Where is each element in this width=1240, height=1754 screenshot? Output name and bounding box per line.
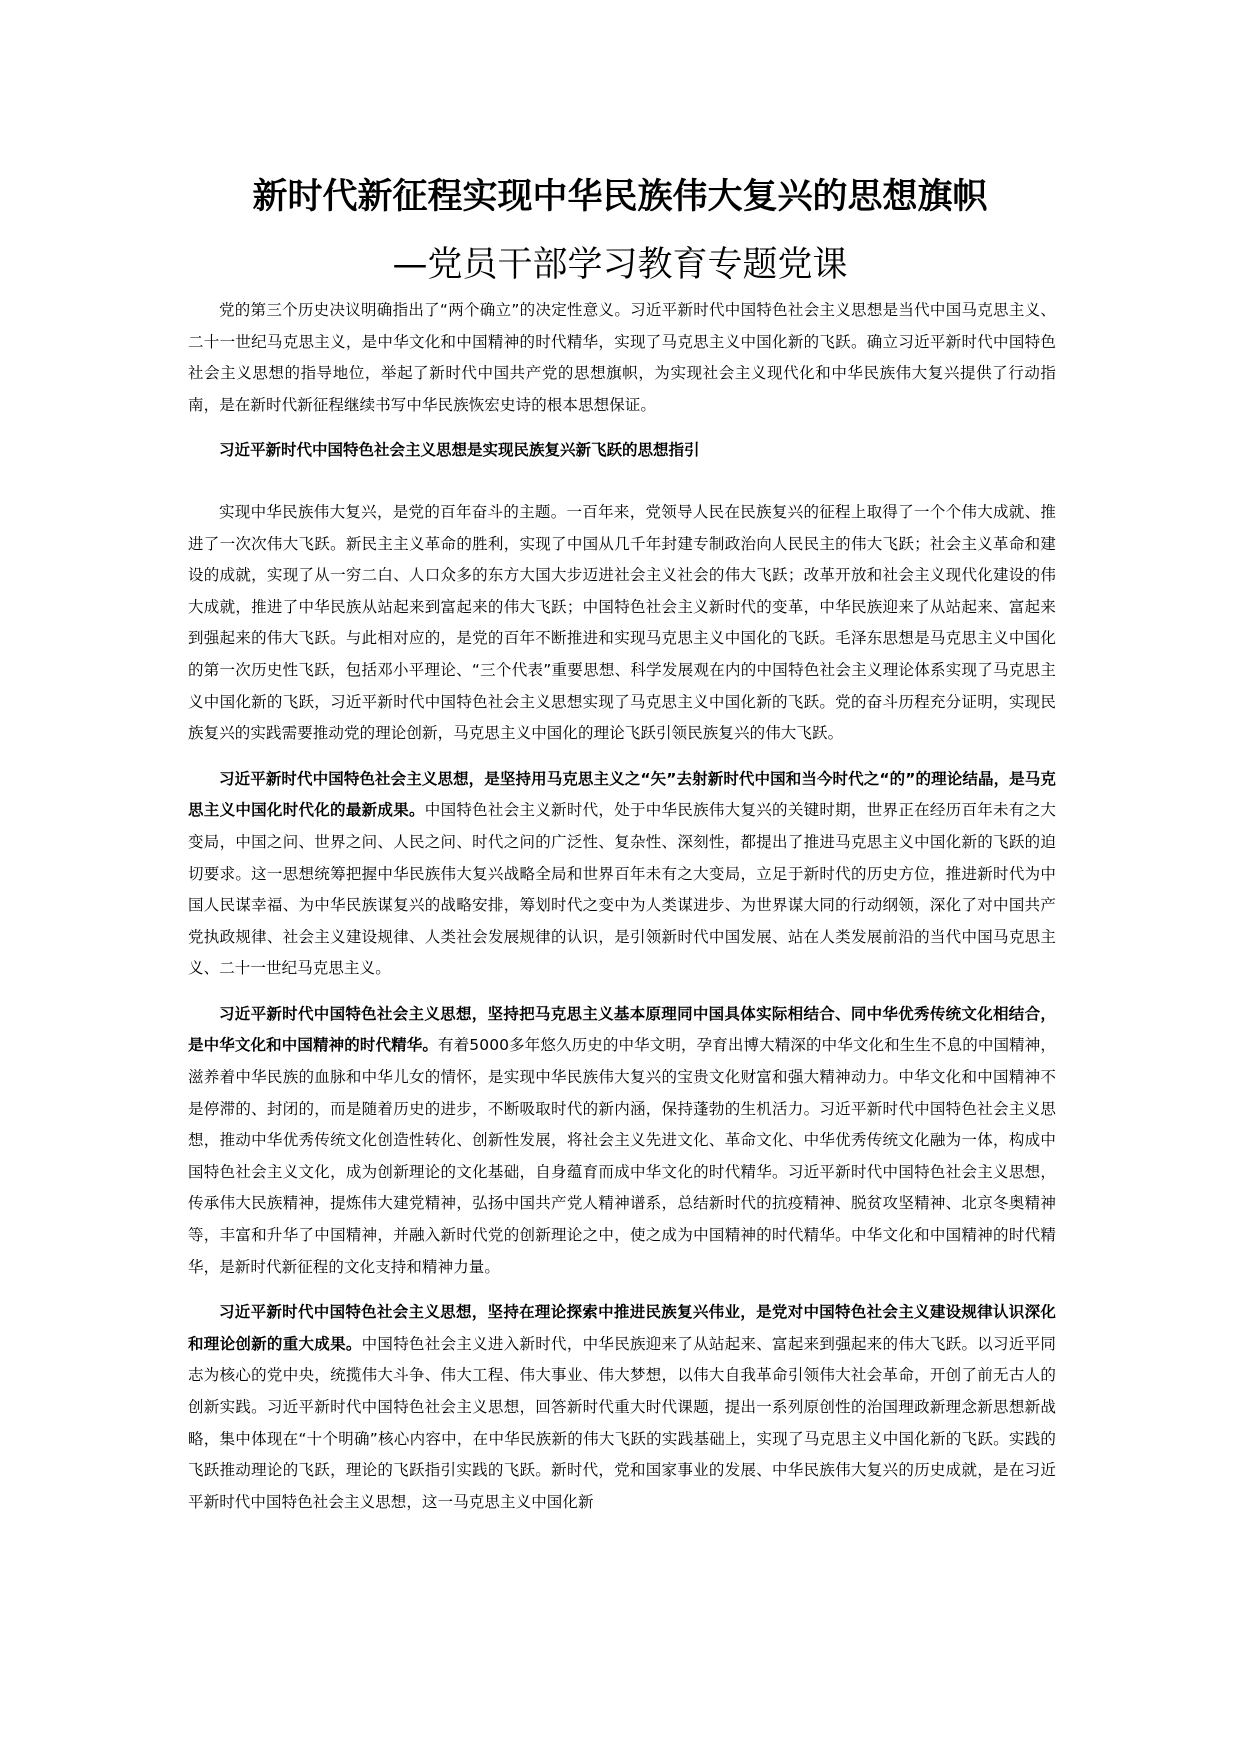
paragraph-4-text: 中国特色社会主义进入新时代，中华民族迎来了从站起来、富起来到强起来的伟大飞跃。以习近平同志为核心的党中央，统揽伟大斗争、伟大工程、伟大事业、伟大梦想，以伟大自我革命引领伟大社会革命，开创了前无古人的创新实践。习近平新时代中国特色社会主义思想，回答新时代重大时代课题，提出一系列原创性的治国理政新理念新思想新战略，集中体现在“十个明确”核心内容中，在中华民族新的伟大飞跃的实践基础上，实现了马克思主义中国化新的飞跃。实践的飞跃推动理论的飞跃，理论的飞跃指引实践的飞跃。新时代，党和国家事业的发展、中华民族伟大复兴的历史成就，是在习近平新时代中国特色社会主义思想，这一马克思主义中国化新 bbox=[188, 1334, 1056, 1511]
paragraph-2 bbox=[188, 764, 1056, 985]
paragraph-3 bbox=[188, 999, 1056, 1283]
document-body bbox=[188, 295, 1056, 1532]
intro-paragraph: 党的第三个历史决议明确指出了“两个确立”的决定性意义。习近平新时代中国特色社会主义思想是当代中国马克思主义、二十一世纪马克思主义，是中华文化和中国精神的时代精华，实现了马克思主义中国化新的飞跃。确立习近平新时代中国特色社会主义思想的指导地位，举起了新时代中国共产党的思想旗帜，为实现社会主义现代化和中华民族伟大复兴提供了行动指南，是在新时代新征程继续书写中华民族恢宏史诗的根本思想保证。 bbox=[188, 301, 1056, 414]
paragraph-3-text: 有着5000多年悠久历史的中华文明，孕育出博大精深的中华文化和生生不息的中国精神，滋养着中华民族的血脉和中华儿女的情怀，是实现中华民族伟大复兴的宝贵文化财富和强大精神动力。中华文化和中国精神不是停滞的、封闭的，而是随着历史的进步，不断吸取时代的新内涵，保持蓬勃的生机活力。习近平新时代中国特色社会主义思想，推动中华优秀传统文化创造性转化、创新性发展，将社会主义先进文化、革命文化、中华优秀传统文化融为一体，构成中国特色社会主义文化，成为创新理论的文化基础，自身蕴育而成中华文化的时代精华。习近平新时代中国特色社会主义思想，传承伟大民族精神，提炼伟大建党精神，弘扬中国共产党人精神谱系，总结新时代的抗疫精神、脱贫攻坚精神、北京冬奥精神等，丰富和升华了中国精神，并融入新时代党的创新理论之中，使之成为中国精神的时代精华。中华文化和中国精神的时代精华，是新时代新征程的文化支持和精神力量。 bbox=[188, 1036, 1056, 1276]
paragraph-3-lead: 习近平新时代中国特色社会主义思想，坚持把马克思主义基本原理同中国具体实际相结合、同中华优秀传统文化相结合，是中华文化和中国精神的时代精华。 bbox=[188, 1004, 1056, 1055]
paragraph-4 bbox=[188, 1297, 1056, 1518]
paragraph-2-lead: 习近平新时代中国特色社会主义思想，是坚持用马克思主义之“矢”去射新时代中国和当今时代之“的”的理论结晶，是马克思主义中国化时代化的最新成果。 bbox=[188, 769, 1056, 820]
document-title: 新时代新征程实现中华民族伟大复兴的思想旗帜 bbox=[252, 177, 988, 217]
paragraph-4-lead: 习近平新时代中国特色社会主义思想，坚持在理论探索中推进民族复兴伟业，是党对中国特色社会主义建设规律认识深化和理论创新的重大成果。 bbox=[188, 1303, 1056, 1353]
section-heading: 习近平新时代中国特色社会主义思想是实现民族复兴新飞跃的思想指引 bbox=[219, 441, 700, 460]
paragraph-1: 实现中华民族伟大复兴，是党的百年奋斗的主题。一百年来，党领导人民在民族复兴的征程上取得了一个个伟大成就、推进了一次次伟大飞跃。新民主主义革命的胜利，实现了中国从几千年封建专制政治向人民民主的伟大飞跃；社会主义革命和建设的成就，实现了从一穷二白、人口众多的东方大国大步迈进社会主义社会的伟大飞跃；改革开放和社会主义现代化建设的伟大成就，推进了中华民族从站起来到富起来的伟大飞跃；中国特色社会主义新时代的变革，中华民族迎来了从站起来、富起来到强起来的伟大飞跃。与此相对应的，是党的百年不断推进和实现马克思主义中国化的飞跃。毛泽东思想是马克思主义中国化的第一次历史性飞跃，包括邓小平理论、“三个代表”重要思想、科学发展观在内的中国特色社会主义理论体系实现了马克思主义中国化新的飞跃，习近平新时代中国特色社会主义思想实现了马克思主义中国化新的飞跃。党的奋斗历程充分证明，实现民族复兴的实践需要推动党的理论创新，马克思主义中国化的理论飞跃引领民族复兴的伟大飞跃。 bbox=[188, 502, 1056, 743]
document-subtitle: —党员干部学习教育专题党课 bbox=[392, 245, 848, 285]
paragraph-2-text: 中国特色社会主义新时代，处于中华民族伟大复兴的关键时期，世界正在经历百年未有之大变局，中国之问、世界之问、人民之问、时代之问的广泛性、复杂性、深刻性，都提出了推进马克思主义中国化新的飞跃的迫切要求。这一思想统筹把握中华民族伟大复兴战略全局和世界百年未有之大变局，立足于新时代的历史方位，推进新时代为中国人民谋幸福、为中华民族谋复兴的战略安排，筹划时代之变中为人类谋进步、为世界谋大同的行动纲领，深化了对中国共产党执政规律、社会主义建设规律、人类社会发展规律的认识，是引领新时代中国发展、站在人类发展前沿的当代中国马克思主义、二十一世纪马克思主义。 bbox=[188, 801, 1056, 978]
